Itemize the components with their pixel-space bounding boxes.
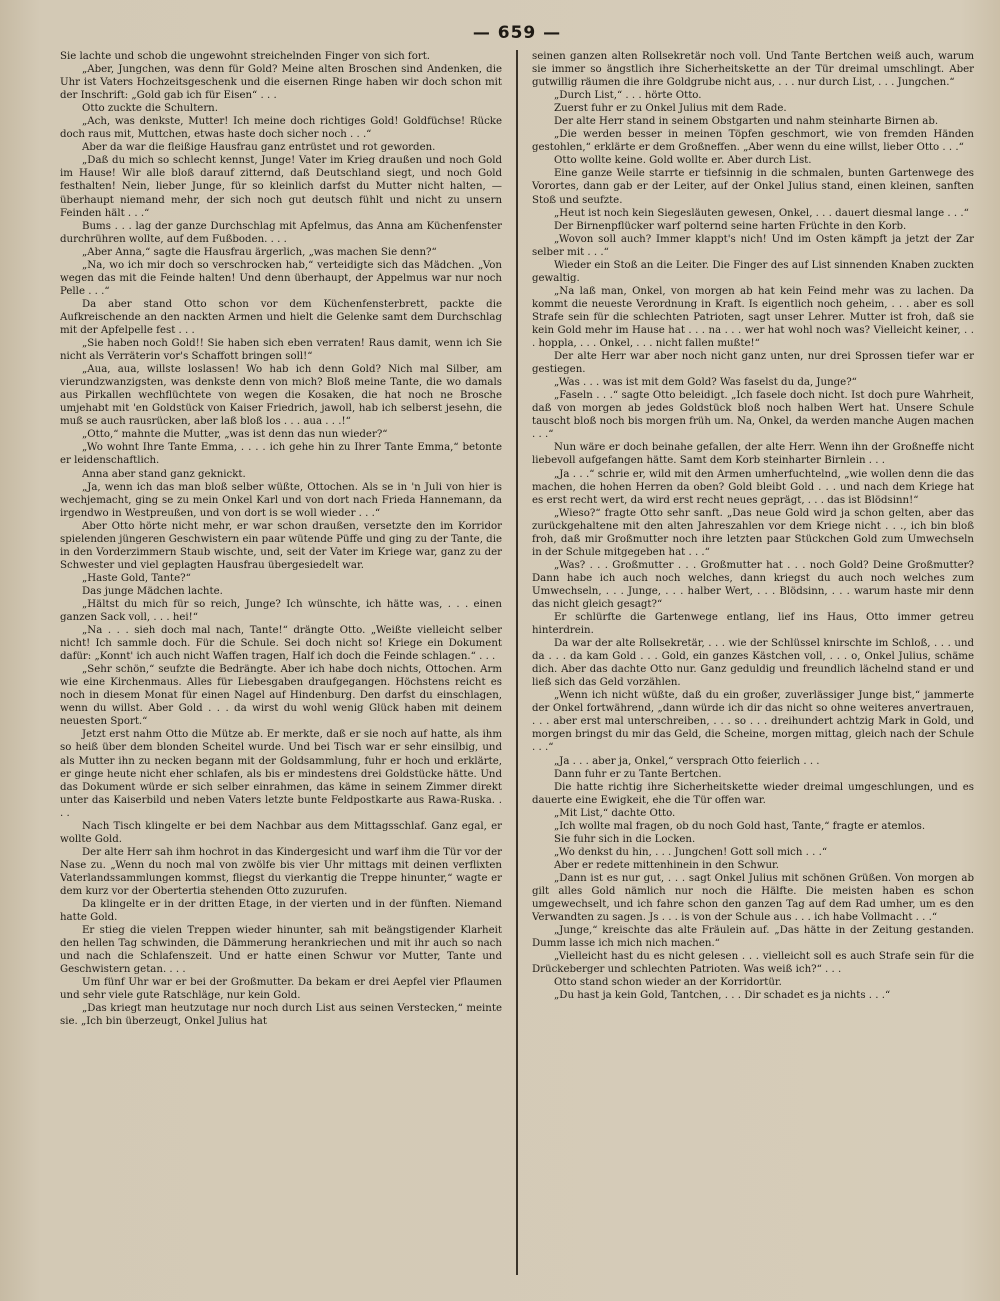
column-divider xyxy=(516,50,518,1275)
text-columns xyxy=(60,50,974,1275)
paragraph: Der alte Herr stand in seinem Obstgarten und nahm steinharte Birnen ab. xyxy=(554,116,939,128)
paragraph: „Die werden besser in meinen Töpfen geschmort, wie von fremden Händen gestohlen,“ erklärte er dem Großneffen. „Aber wenn du eine willst, lieber Otto . . .“ xyxy=(532,129,974,154)
paragraph: Sie fuhr sich in die Locken. xyxy=(554,833,696,845)
paragraph: „Junge,“ kreischte das alte Fräulein auf. „Das hätte in der Zeitung gestanden. Dumm lasse ich mich nich machen.“ xyxy=(532,925,974,950)
paragraph: „Du hast ja kein Gold, Tantchen, . . . Dir schadet es ja nichts . . .“ xyxy=(554,990,891,1002)
paragraph: Der alte Herr war aber noch nicht ganz unten, nur drei Sprossen tiefer war er gestiegen. xyxy=(532,351,974,376)
left-column xyxy=(60,50,502,1275)
paragraph: Der alte Herr sah ihm hochrot in das Kindergesicht und warf ihm die Tür vor der Nase zu. „Wenn du noch mal von zwölfe bis vier Uhr mittags mit deinen verflixten Vaterlandssammlungen kommst, fliegst du vierkantig die Treppe hinunter,“ wagte er dem kurz vor der Obertertia stehenden Otto zuzurufen. xyxy=(60,846,502,897)
paragraph: „Na laß man, Onkel, von morgen ab hat kein Feind mehr was zu lachen. Da kommt die neueste Verordnung in Kraft. Is eigentlich noch geheim, . . . aber es soll Strafe sein für die schlechten Patrioten, sagt unser Lehrer. Mutter ist froh, daß sie kein Gold mehr im Hause hat . . . na . . . wer hat wohl noch was? Vielleicht keiner, . . . hoppla, . . . Onkel, . . . nicht fallen mußte!“ xyxy=(532,285,974,350)
paragraph: „Das kriegt man heutzutage nur noch durch List aus seinen Verstecken,“ meinte sie. „Ich bin überzeugt, Onkel Julius hat xyxy=(60,1003,502,1028)
paragraph: Um fünf Uhr war er bei der Großmutter. Da bekam er drei Aepfel vier Pflaumen und sehr viele gute Ratschläge, nur kein Gold. xyxy=(60,977,502,1002)
paragraph: Otto zuckte die Schultern. xyxy=(82,103,218,115)
paragraph: Nun wäre er doch beinahe gefallen, der alte Herr. Wenn ihn der Großneffe nicht liebevoll aufgefangen hätte. Samt dem Korb steinharter Birnlein . . . xyxy=(532,442,974,467)
paragraph: „Mit List,“ dachte Otto. xyxy=(554,807,676,819)
paragraph: „Ja . . .“ schrie er, wild mit den Armen umherfuchtelnd, „wie wollen denn die das machen, die hohen Herren da oben? Gold bleibt Gold . . . und nach dem Kriege hat es erst recht wert, da wird erst recht neues geprägt, . . . das ist Blödsinn!“ xyxy=(532,468,974,506)
paragraph: „Na . . . sieh doch mal nach, Tante!“ drängte Otto. „Weißte vielleicht selber nicht! Ich sammle doch. Für die Schule. Sei doch nicht so! Kriege ein Dokument dafür: „Konnt' ich auch nicht Waffen tragen, Half ich doch die Feinde schlagen.“ . . . xyxy=(60,625,502,663)
paragraph: „Haste Gold, Tante?“ xyxy=(82,572,191,584)
paragraph: Sie lachte und schob die ungewohnt streichelnden Finger von sich fort. xyxy=(60,51,431,62)
paragraph: Die hatte richtig ihre Sicherheitskette wieder dreimal umgeschlungen, und es dauerte eine Ewigkeit, ehe die Tür offen war. xyxy=(532,781,974,806)
paragraph: „Aber, Jungchen, was denn für Gold? Meine alten Broschen sind Andenken, die Uhr ist Vaters Hochzeitsgeschenk und die eisernen Ringe haben wir doch schon mit der Inschrift: „Gold gab ich für Eisen“ . . . xyxy=(60,64,502,102)
paragraph: Otto stand schon wieder an der Korridortür. xyxy=(554,977,782,989)
paragraph: Otto wollte keine. Gold wollte er. Aber durch List. xyxy=(554,155,812,167)
paragraph: „Aber Anna,“ sagte die Hausfrau ärgerlich, „was machen Sie denn?“ xyxy=(82,246,437,258)
paragraph: Aber Otto hörte nicht mehr, er war schon draußen, versetzte den im Korridor spielenden jüngeren Geschwistern ein paar wütende Püffe und ging zu der Tante, die in den Vorderzimmern Staub wischte, und, seit der Vater im Kriege war, ganz zu der Schwester und viel geplagten Hausfrau übergesiedelt war. xyxy=(60,520,502,571)
paragraph: „Durch List,“ . . . hörte Otto. xyxy=(554,90,702,102)
paragraph: Wieder ein Stoß an die Leiter. Die Finger des auf List sinnenden Knaben zuckten gewaltig. xyxy=(532,259,974,284)
page-number: — 659 — xyxy=(472,23,562,43)
paragraph: „Ja . . . aber ja, Onkel,“ versprach Otto feierlich . . . xyxy=(554,755,820,767)
paragraph: „Sehr schön,“ seufzte die Bedrängte. Aber ich habe doch nichts, Ottochen. Arm wie eine Kirchenmaus. Alles für Liebesgaben draufgegangen. Höchstens reicht es noch in diesem Monat für einen Nagel auf Hindenburg. Den darfst du einschlagen, wenn du willst. Aber Gold . . . da wirst du wohl wenig Glück haben mit deinem neuesten Sport.“ xyxy=(60,664,502,728)
paragraph: Dann fuhr er zu Tante Bertchen. xyxy=(554,768,722,780)
paragraph: Das junge Mädchen lachte. xyxy=(82,585,223,597)
paragraph: „Na, wo ich mir doch so verschrocken hab,“ verteidigte sich das Mädchen. „Von wegen das mit die Feinde halten! Und denn überhaupt, der Appelmus war nur noch Pelle . . .“ xyxy=(60,259,502,297)
right-column xyxy=(532,50,974,1275)
paragraph: Da aber stand Otto schon vor dem Küchenfensterbrett, packte die Aufkreischende an den nackten Armen und hielt die Gelenke samt dem Durchschlag mit der Apfelpelle fest . . . xyxy=(60,298,502,336)
paragraph: „Ja, wenn ich das man bloß selber wüßte, Ottochen. Als se in 'n Juli von hier is wechjemacht, ging se zu mein Onkel Karl und von dort nach Frieda Hannemann, da irgendwo in Westpreußen, und von dort is se woll wieder . . .“ xyxy=(60,481,502,519)
paragraph: Bums . . . lag der ganze Durchschlag mit Apfelmus, das Anna am Küchenfenster durchrühren wollte, auf dem Fußboden. . . . xyxy=(60,220,502,245)
paragraph: „Aua, aua, willste loslassen! Wo hab ich denn Gold? Nich mal Silber, am vierundzwanzigsten, was denkste denn von mich? Bloß meine Tante, die wo damals aus Pirkallen wechflüchtete von wegen die Kosaken, die hat noch ne Brosche umjehabt mit 'en Goldstück von Kaiser Friedrich, jawoll, hab ich selberst jesehn, die muß se auch rausrücken, aber laß bloß los . . . aua . . .!“ xyxy=(60,364,502,428)
paragraph: „Was? . . . Großmutter . . . Großmutter hat . . . noch Gold? Deine Großmutter? Dann habe ich auch noch welches, dann kriegst du auch noch welches zum Umwechseln, . . . Junge, . . . halber Wert, . . . Blödsinn, . . . warum haste mir denn das nicht gleich gesagt?“ xyxy=(532,559,974,610)
paragraph: „Hältst du mich für so reich, Junge? Ich wünschte, ich hätte was, . . . einen ganzen Sack voll, . . . hei!“ xyxy=(60,598,502,624)
paragraph: Zuerst fuhr er zu Onkel Julius mit dem Rade. xyxy=(554,103,787,115)
paragraph: Anna aber stand ganz geknickt. xyxy=(82,468,246,480)
paragraph: „Wovon soll auch? Immer klappt's nich! Und im Osten kämpft ja jetzt der Zar selber mit . . .“ xyxy=(532,233,974,258)
paragraph: Der Birnenpflücker warf polternd seine harten Früchte in den Korb. xyxy=(554,220,907,232)
paragraph: „Dann ist es nur gut, . . . sagt Onkel Julius mit schönen Grüßen. Von morgen ab gilt alles Gold nämlich nur noch die Hälfte. Die meisten haben es schon umgewechselt, und ich fahre schon den ganzen Tag auf dem Rad umher, um es den Verwandten zu sagen. Js . . . is von der Schule aus . . . ich habe Vollmacht . . .“ xyxy=(532,872,974,924)
paragraph: „Was . . . was ist mit dem Gold? Was faselst du da, Junge?“ xyxy=(554,377,857,389)
paragraph: Aber da war die fleißige Hausfrau ganz entrüstet und rot geworden. xyxy=(82,142,436,154)
paragraph: „Daß du mich so schlecht kennst, Junge! Vater im Krieg draußen und noch Gold im Hause! Wir alle bloß darauf zitternd, daß Deutschland siegt, und noch Gold festhalten! Nein, lieber Junge, für so kleinlich darfst du Mutter nicht halten, — überhaupt niemand mehr, der sich noch gut deutsch fühlt und nicht zu unsern Feinden hält . . .“ xyxy=(60,155,502,219)
paragraph: Jetzt erst nahm Otto die Mütze ab. Er merkte, daß er sie noch auf hatte, als ihm so heiß über dem blonden Scheitel wurde. Und bei Tisch war er sehr einsilbig, und als Mutter ihn zu necken begann mit der Goldsammlung, fuhr er hoch und erklärte, er ginge heute nicht eher schlafen, als bis er mindestens drei Goldstücke hätte. Und das Dokument würde er sich selber einrahmen, das käme in seinem Zimmer direkt unter das Kaiserbild und neben Vaters letzte bunte Feldpostkarte aus Rawa-Ruska. . . . xyxy=(60,729,502,819)
paragraph: Eine ganze Weile starrte er tiefsinnig in die schmalen, bunten Gartenwege des Vorortes, dann gab er der Leiter, auf der Onkel Julius stand, einen kleinen, sanften Stoß und seufzte. xyxy=(532,168,974,206)
paragraph: Er stieg die vielen Treppen wieder hinunter, sah mit beängstigender Klarheit den hellen Tag schwinden, die Dämmerung herankriechen und mit ihr auch so nach und nach die Schlafenszeit. Und er hatte einen Schwur vor Mutter, Tante und Geschwistern getan. . . . xyxy=(60,925,502,976)
paragraph: Da war der alte Rollsekretär, . . . wie der Schlüssel knirschte im Schloß, . . . und da . . . da kam Gold . . . Gold, ein ganzes Kästchen voll, . . . o, Onkel Julius, schäme dich. Aber das dachte Otto nur. Ganz geduldig und freundlich lächelnd stand er und ließ sich das Geld vorzählen. xyxy=(532,638,974,689)
paragraph: Aber er redete mittenhinein in den Schwur. xyxy=(554,859,780,871)
paragraph: „Wenn ich nicht wüßte, daß du ein großer, zuverlässiger Junge bist,“ jammerte der Onkel fortwährend, „dann würde ich dir das nicht so ohne weiteres anvertrauen, . . . aber erst mal unterschreiben, . . . so . . . dreihundert achtzig Mark in Gold, und morgen bringst du mir das Geld, die Scheine, morgen mittag, gleich nach der Schule . . .“ xyxy=(532,690,974,754)
paragraph: „Vielleicht hast du es nicht gelesen . . . vielleicht soll es auch Strafe sein für die Drückeberger und schlechten Patrioten. Was weiß ich?“ . . . xyxy=(532,951,974,976)
paragraph: „Ich wollte mal fragen, ob du noch Gold hast, Tante,“ fragte er atemlos. xyxy=(554,820,926,832)
paragraph: seinen ganzen alten Rollsekretär noch voll. Und Tante Bertchen weiß auch, warum sie immer so ängstlich ihre Sicherheitskette an der Tür dreimal umschlingt. Aber gutwillig räumen die ihre Goldgrube nicht aus, . . . nur durch List, . . . Jungchen.“ xyxy=(532,51,974,89)
paragraph: „Otto,“ mahnte die Mutter, „was ist denn das nun wieder?“ xyxy=(82,429,388,441)
paragraph: Er schlürfte die Gartenwege entlang, lief ins Haus, Otto immer getreu hinterdrein. xyxy=(532,612,974,637)
paragraph: „Sie haben noch Gold!! Sie haben sich eben verraten! Raus damit, wenn ich Sie nicht als Verräterin vor's Schaffott bringen soll!“ xyxy=(60,338,502,363)
paragraph: „Faseln . . .“ sagte Otto beleidigt. „Ich fasele doch nicht. Ist doch pure Wahrheit, daß von morgen ab jedes Goldstück bloß noch halben Wert hat. Unsere Schule tauscht bloß noch bis morgen früh um. Na, Onkel, da werden manche Augen machen . . .“ xyxy=(532,390,974,441)
paragraph: „Heut ist noch kein Siegesläuten gewesen, Onkel, . . . dauert diesmal lange . . .“ xyxy=(554,207,969,219)
paragraph: „Ach, was denkste, Mutter! Ich meine doch richtiges Gold! Goldfüchse! Rücke doch raus mit, Muttchen, etwas haste doch sicher noch . . .“ xyxy=(60,116,502,141)
paragraph: „Wo wohnt Ihre Tante Emma, . . . . ich gehe hin zu Ihrer Tante Emma,“ betonte er leidenschaftlich. xyxy=(60,442,502,467)
paragraph: „Wieso?“ fragte Otto sehr sanft. „Das neue Gold wird ja schon gelten, aber das zurückgehaltene mit den alten Jahreszahlen vor dem Kriege nicht . . ., ich bin bloß froh, daß mir Großmutter noch ihre letzten paar Stückchen Gold zum Umwechseln in der Schule mitgegeben hat . . .“ xyxy=(532,507,974,558)
paragraph: Nach Tisch klingelte er bei dem Nachbar aus dem Mittagsschlaf. Ganz egal, er wollte Gold. xyxy=(60,820,502,845)
paragraph: „Wo denkst du hin, . . . Jungchen! Gott soll mich . . .“ xyxy=(554,846,828,858)
paragraph: Da klingelte er in der dritten Etage, in der vierten und in der fünften. Niemand hatte Gold. xyxy=(60,899,502,924)
